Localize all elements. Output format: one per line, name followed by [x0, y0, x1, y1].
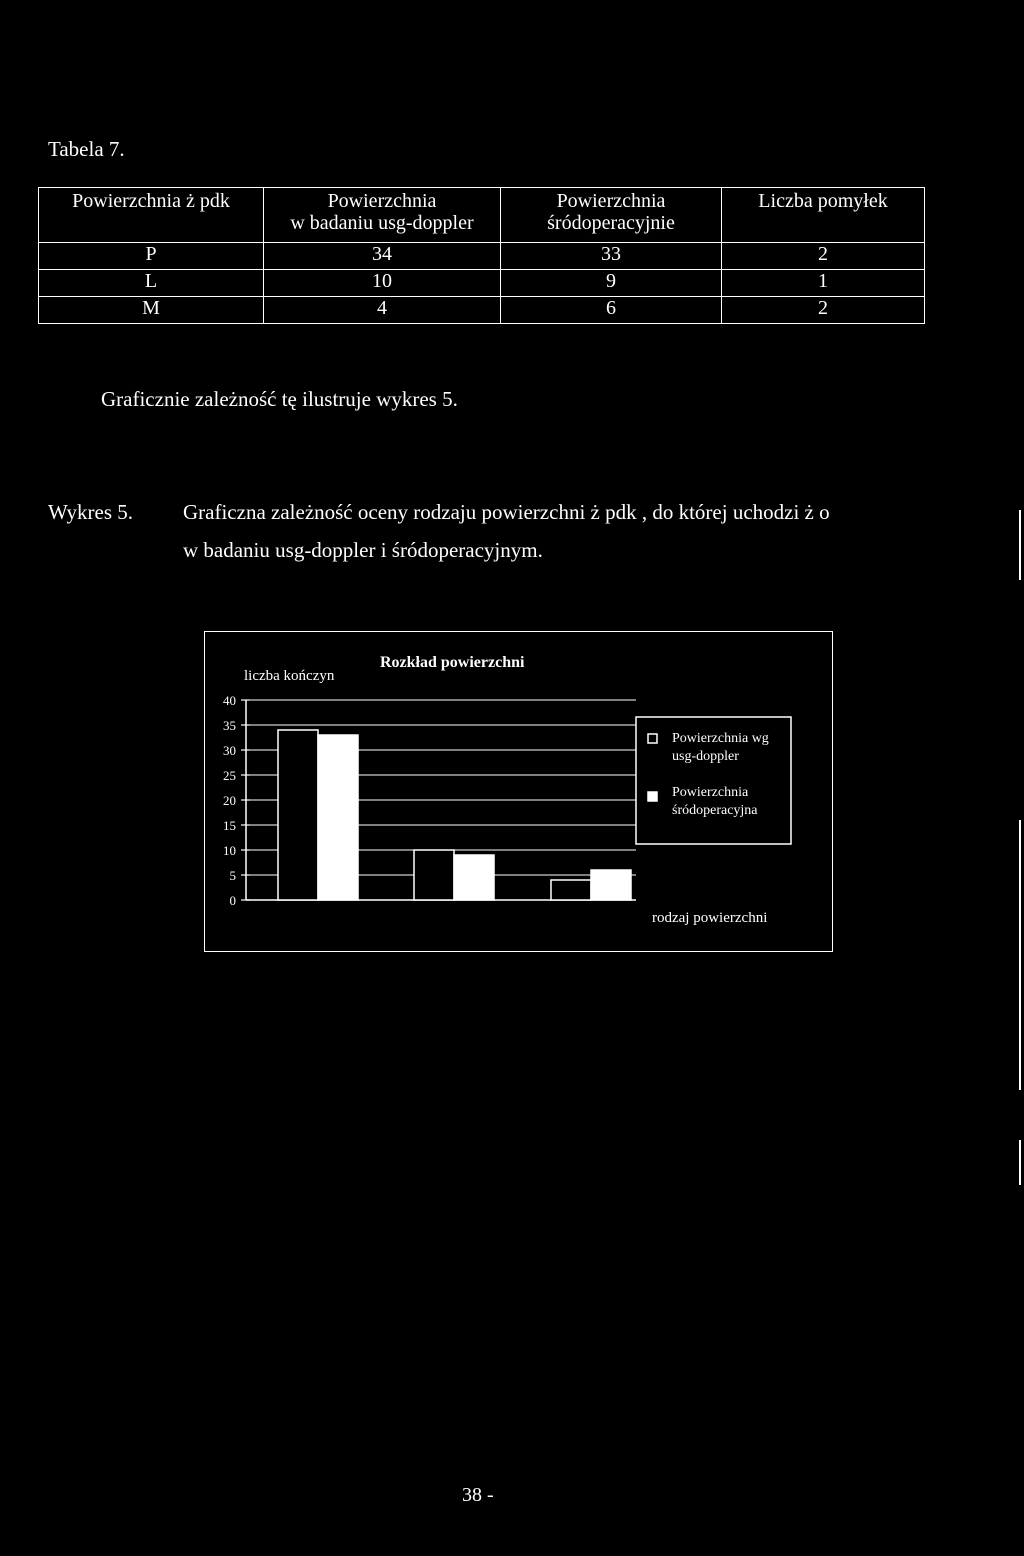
scan-edge-line: [1019, 820, 1021, 1090]
chart-ylabel: liczba kończyn: [244, 668, 335, 684]
legend-label-2a: Powierzchnia: [672, 785, 749, 800]
table-cell: L: [39, 270, 264, 297]
table-cell: 33: [501, 243, 722, 270]
y-tick-label: 0: [229, 893, 236, 908]
y-tick-label: 35: [223, 718, 236, 733]
table-title: Tabela 7.: [48, 137, 125, 161]
table-cell: 9: [501, 270, 722, 297]
table-cell: 6: [501, 297, 722, 324]
legend-label-2b: śródoperacyjna: [672, 803, 758, 818]
y-tick-label: 30: [223, 743, 236, 758]
figure-caption-line1: Graficzna zależność oceny rodzaju powierzchni ż pdk , do której uchodzi ż o: [183, 500, 830, 524]
header-cell: Powierzchnia w badaniu usg-doppler: [264, 188, 501, 243]
table-cell: 1: [722, 270, 925, 297]
table-cell: 34: [264, 243, 501, 270]
chart-xlabel: rodzaj powierzchni: [652, 910, 768, 926]
table-cell: 10: [264, 270, 501, 297]
table-cell: 2: [722, 297, 925, 324]
bar-l-series-1: [414, 850, 454, 900]
header-cell: Powierzchnia ż pdk: [39, 188, 264, 243]
y-tick-label: 25: [223, 768, 236, 783]
intro-text: Graficznie zależność tę ilustruje wykres 5.: [101, 387, 458, 411]
y-tick-label: 10: [223, 843, 236, 858]
y-tick-label: 40: [223, 693, 236, 708]
bar-m-series-2: [591, 870, 631, 900]
bar-p-series-1: [278, 730, 318, 900]
bar-m-series-1: [551, 880, 591, 900]
figure-label: Wykres 5.: [48, 500, 134, 524]
table-cell: 4: [264, 297, 501, 324]
figure-caption-line2: w badaniu usg-doppler i śródoperacyjnym.: [183, 538, 543, 562]
legend-label-1b: usg-doppler: [672, 749, 739, 764]
table-cell: M: [39, 297, 264, 324]
legend-swatch-filled: [648, 792, 657, 801]
y-tick-label: 5: [229, 868, 236, 883]
bar-p-series-2: [318, 735, 358, 900]
table-cell: P: [39, 243, 264, 270]
page-number: 38 -: [462, 1484, 494, 1506]
header-cell: Liczba pomyłek: [722, 188, 925, 243]
header-cell: Powierzchnia śródoperacyjnie: [501, 188, 722, 243]
table-cell: 2: [722, 243, 925, 270]
scan-edge-line: [1019, 1140, 1021, 1185]
bar-l-series-2: [454, 855, 494, 900]
scan-edge-line: [1019, 510, 1021, 580]
legend-label-1a: Powierzchnia wg: [672, 731, 769, 746]
y-tick-label: 15: [223, 818, 236, 833]
chart-title: Rozkład powierzchni: [380, 654, 525, 671]
y-tick-label: 20: [223, 793, 236, 808]
